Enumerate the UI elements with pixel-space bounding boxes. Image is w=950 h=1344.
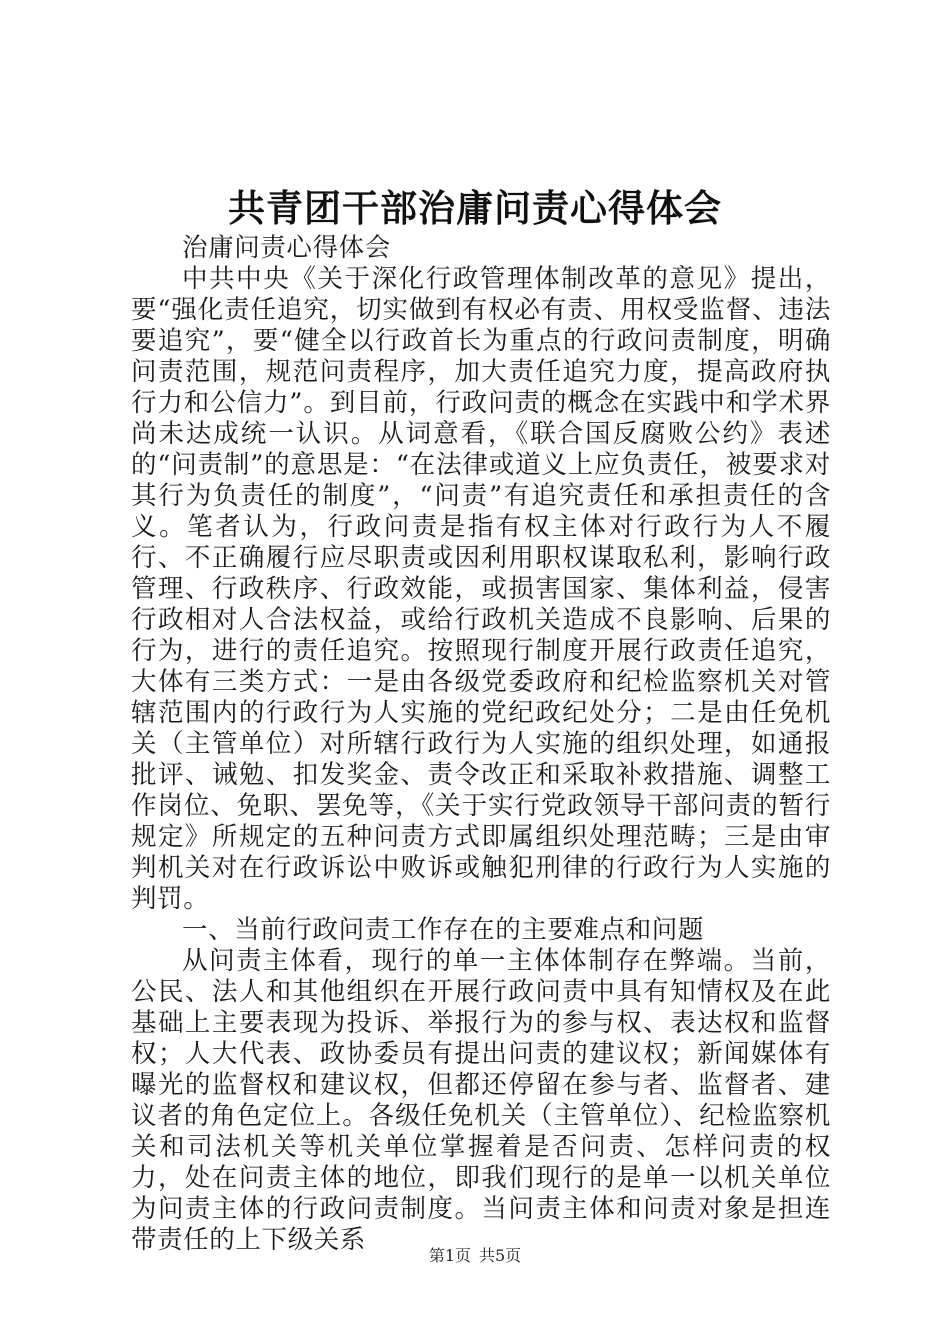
document-body — [131, 233, 831, 1256]
document-subtitle: 治庸问责心得体会 — [182, 233, 391, 263]
page-number-total: 共5页 — [479, 1246, 522, 1265]
document-title: 共青团干部治庸问责心得体会 — [228, 186, 722, 230]
page-footer — [0, 1246, 950, 1266]
section-heading-1: 一、当前行政问责工作存在的主要难点和问题 — [182, 915, 705, 945]
paragraph-1: 中共中央《关于深化行政管理体制改革的意见》提出，要“强化责任追究，切实做到有权必有责、用权受监督、违法要追究”，要“健全以行政首长为重点的行政问责制度，明确问责范围，规范问责程序，加大责任追究力度，提高政府执行力和公信力”。到目前，行政问责的概念在实践中和学术界尚未达成统一认识。从词意看，《联合国反腐败公约》表述的“问责制”的意思是：“在法律或道义上应负责任，被要求对其行为负责任的制度”，“问责”有追究责任和承担责任的含义。笔者认为，行政问责是指有权主体对行政行为人不履行、不正确履行应尽职责或因利用职权谋取私利，影响行政管理、行政秩序、行政效能，或损害国家、集体利益，侵害行政相对人合法权益，或给行政机关造成不良影响、后果的行为，进行的责任追究。按照现行制度开展行政责任追究，大体有三类方式：一是由各级党委政府和纪检监察机关对管辖范围内的行政行为人实施的党纪政纪处分；二是由任免机关（主管单位）对所辖行政行为人实施的组织处理，如通报批评、诫勉、扣发奖金、责令改正和采取补救措施、调整工作岗位、免职、罢免等，《关于实行党政领导干部问责的暂行规定》所规定的五种问责方式即属组织处理范畴；三是由审判机关对在行政诉讼中败诉或触犯刑律的行政行为人实施的判罚。 — [131, 264, 831, 914]
paragraph-2: 从问责主体看，现行的单一主体体制存在弊端。当前，公民、法人和其他组织在开展行政问责中具有知情权及在此基础上主要表现为投诉、举报行为的参与权、表达权和监督权；人大代表、政协委员有提出问责的建议权；新闻媒体有曝光的监督权和建议权，但都还停留在参与者、监督者、建议者的角色定位上。各级任免机关（主管单位）、纪检监察机关和司法机关等机关单位掌握着是否问责、怎样问责的权力，处在问责主体的地位，即我们现行的是单一以机关单位为问责主体的行政问责制度。当问责主体和问责对象是担连带责任的上下级关系 — [131, 946, 831, 1255]
page-number-current: 第1页 — [428, 1246, 471, 1265]
